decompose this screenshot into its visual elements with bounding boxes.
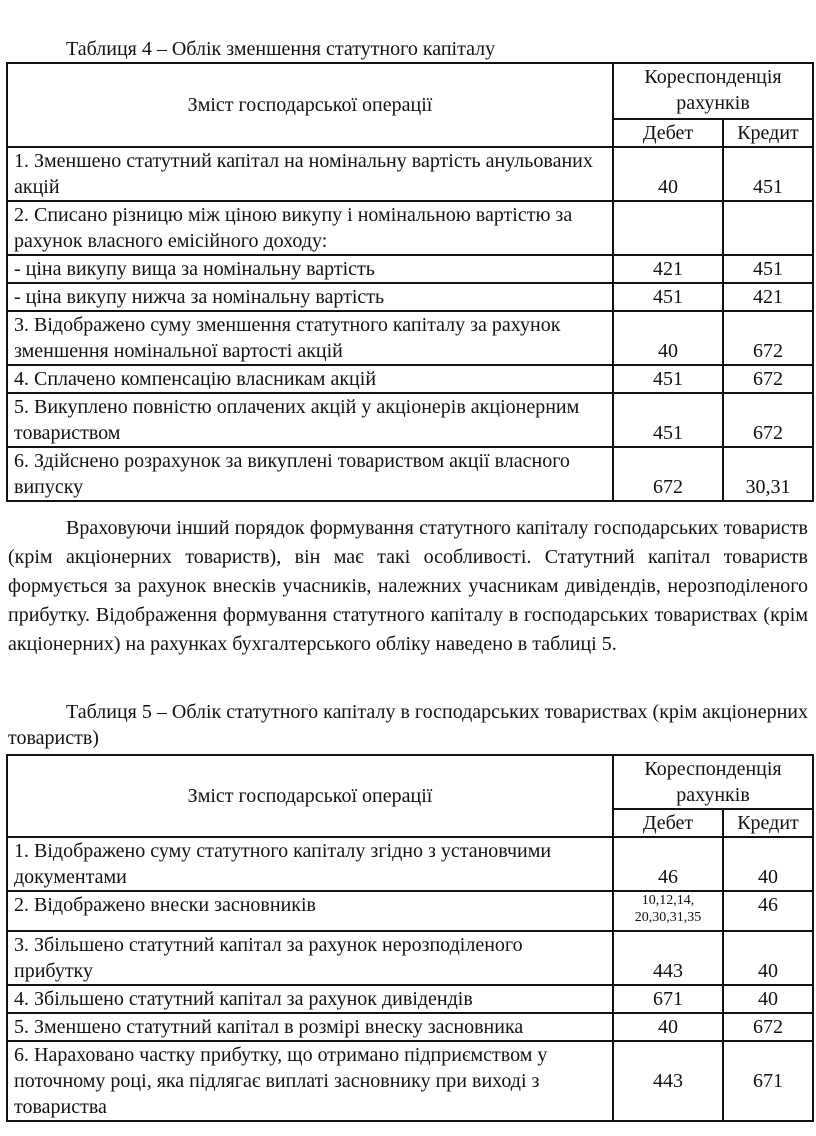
row-description: 1. Відображено суму статутного капіталу згідно з установчими документами	[7, 837, 613, 891]
row-description: 2. Відображено внески засновників	[7, 891, 613, 931]
row-description: 3. Відображено суму зменшення статутного капіталу за рахунок зменшення номінальної вартості акцій	[7, 311, 613, 365]
table-row	[7, 311, 813, 365]
row-description: - ціна викупу вища за номінальну вартість	[7, 255, 613, 283]
table4-header-correspondence: Кореспонденція рахунків	[613, 63, 813, 119]
table5-header-credit: Кредит	[723, 809, 813, 837]
table-row	[7, 985, 813, 1013]
row-credit: 46	[723, 891, 813, 931]
table-row	[7, 393, 813, 447]
row-credit: 40	[723, 837, 813, 891]
row-debit: 40	[613, 1013, 723, 1041]
row-credit: 672	[723, 1013, 813, 1041]
row-credit: 421	[723, 283, 813, 311]
table4	[6, 62, 814, 502]
row-description: 5. Викуплено повністю оплачених акцій у акціонерів акціонерним товариством	[7, 393, 613, 447]
row-description: - ціна викупу нижча за номінальну вартість	[7, 283, 613, 311]
row-debit: 672	[613, 447, 723, 501]
table5-caption: Таблиця 5 – Облік статутного капіталу в господарських товариствах (крім акціонерних товариств)	[8, 701, 808, 749]
row-debit: 443	[613, 931, 723, 985]
row-credit: 451	[723, 147, 813, 201]
row-description: 6. Здійснено розрахунок за викуплені товариством акції власного випуску	[7, 447, 613, 501]
table4-header-content: Зміст господарської операції	[7, 63, 613, 147]
row-debit: 451	[613, 393, 723, 447]
row-credit: 671	[723, 1041, 813, 1121]
row-description: 5. Зменшено статутний капітал в розмірі внеску засновника	[7, 1013, 613, 1041]
row-debit: 451	[613, 283, 723, 311]
row-debit: 46	[613, 837, 723, 891]
table-row	[7, 837, 813, 891]
table5-header-correspondence: Кореспонденція рахунків	[613, 755, 813, 809]
row-debit: 421	[613, 255, 723, 283]
row-description: 4. Сплачено компенсацію власникам акцій	[7, 365, 613, 393]
table-row	[7, 147, 813, 201]
row-debit: 40	[613, 311, 723, 365]
table-row	[7, 283, 813, 311]
table-row	[7, 447, 813, 501]
body-paragraph: Враховуючи інший порядок формування статутного капіталу господарських товариств (крім акціонерних товариств), він має такі особливості. Статутний капітал товариств формується за рахунок внесків учасників, належних учасникам дивідендів, нерозподіленого прибутку. Відображення формування статутного капіталу в господарських товариствах (крім акціонерних) на рахунках бухгалтерського обліку наведено в таблиці 5.	[8, 517, 808, 655]
row-credit: 40	[723, 985, 813, 1013]
row-credit	[723, 201, 813, 255]
row-credit: 672	[723, 393, 813, 447]
row-description: 1. Зменшено статутний капітал на номінальну вартість анульованих акцій	[7, 147, 613, 201]
row-debit: 451	[613, 365, 723, 393]
row-description: 3. Збільшено статутний капітал за рахунок нерозподіленого прибутку	[7, 931, 613, 985]
table-row	[7, 201, 813, 255]
table4-header-credit: Кредит	[723, 119, 813, 147]
table5-header-content: Зміст господарської операції	[7, 755, 613, 837]
row-debit: 671	[613, 985, 723, 1013]
row-debit: 40	[613, 147, 723, 201]
row-credit: 672	[723, 311, 813, 365]
table-row	[7, 931, 813, 985]
table4-header-debit: Дебет	[613, 119, 723, 147]
row-debit: 443	[613, 1041, 723, 1121]
row-description: 2. Списано різницю між ціною викупу і номінальною вартістю за рахунок власного емісійного доходу:	[7, 201, 613, 255]
row-debit	[613, 201, 723, 255]
table5-header-debit: Дебет	[613, 809, 723, 837]
table-row	[7, 1013, 813, 1041]
row-credit: 672	[723, 365, 813, 393]
table-row	[7, 891, 813, 931]
row-credit: 30,31	[723, 447, 813, 501]
table4-caption: Таблиця 4 – Облік зменшення статутного капіталу	[66, 38, 496, 60]
table5	[6, 754, 814, 1122]
table-row	[7, 365, 813, 393]
table-row	[7, 255, 813, 283]
row-credit: 40	[723, 931, 813, 985]
row-debit: 10,12,14, 20,30,31,35	[613, 891, 723, 931]
row-description: 6. Нараховано частку прибутку, що отримано підприємством у поточному році, яка підлягає виплаті засновнику при виході з товариства	[7, 1041, 613, 1121]
row-credit: 451	[723, 255, 813, 283]
table-row	[7, 1041, 813, 1121]
row-description: 4. Збільшено статутний капітал за рахунок дивідендів	[7, 985, 613, 1013]
